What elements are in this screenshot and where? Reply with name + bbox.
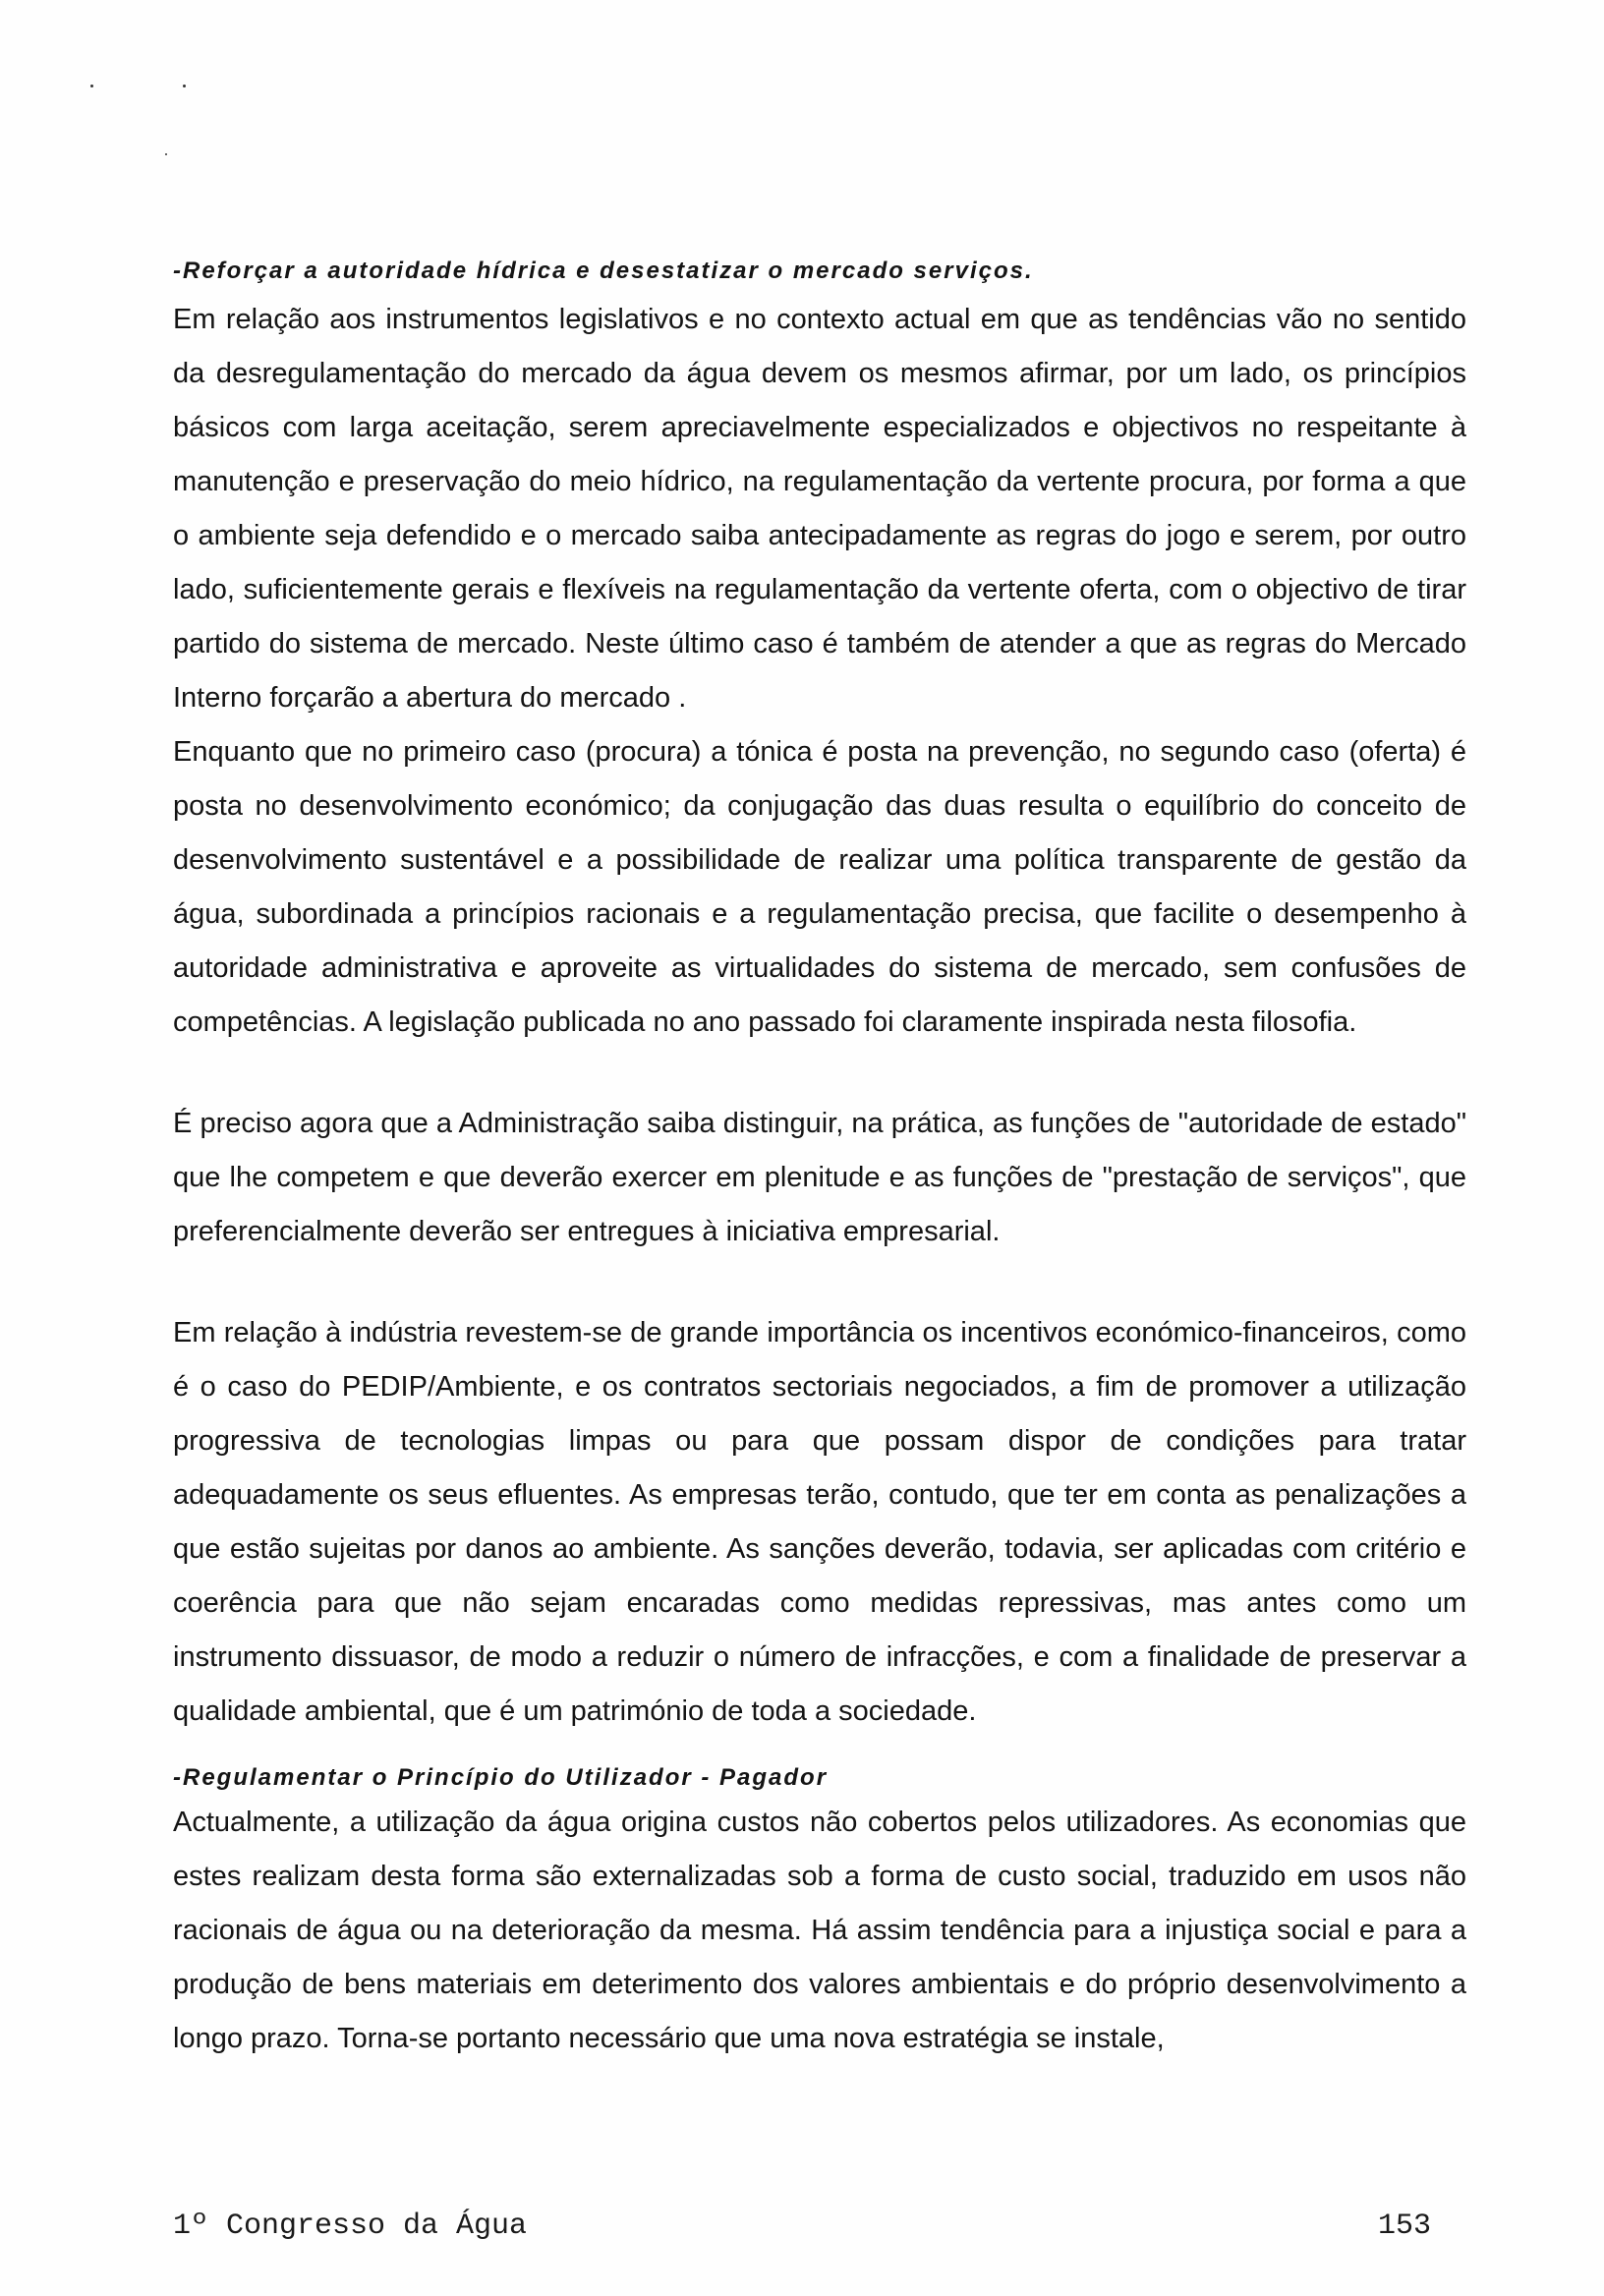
footer-conference-title: 1º Congresso da Água bbox=[173, 2210, 528, 2243]
paragraph-gap bbox=[173, 1050, 1466, 1097]
section-reforcar-body bbox=[173, 293, 1466, 1050]
scan-speck bbox=[183, 85, 186, 87]
document-body bbox=[173, 254, 1466, 2066]
footer-page-number: 153 bbox=[1377, 2210, 1431, 2243]
paragraph-utilizador-pagador: Actualmente, a utilização da água origina custos não cobertos pelos utilizadores. As economias que estes realizam desta forma são externalizadas sob a forma de custo social, traduzido em usos não racionais de água ou na deterioração da mesma. Há assim tendência para a injustiça social e para a produção de bens materiais em deterimento dos valores ambientais e do próprio desenvolvimento a longo prazo. Torna-se portanto necessário que uma nova estratégia se instale, bbox=[173, 1807, 1466, 2054]
section-heading-regulamentar: -Regulamentar o Princípio do Utilizador - Pagador bbox=[173, 1764, 829, 1791]
scan-speck bbox=[90, 85, 93, 87]
paragraph-gap bbox=[173, 1259, 1466, 1306]
section-heading-reforcar: -Reforçar a autoridade hídrica e desestatizar o mercado serviços. bbox=[173, 258, 1034, 284]
paragraph-procura-oferta: Enquanto que no primeiro caso (procura) a tónica é posta na prevenção, no segundo caso (oferta) é posta no desenvolvimento económico; da conjugação das duas resulta o equilíbrio do conceito de desenvolvimento sustentável e a possibilidade de realizar uma política transparente de gestão da água, subordinada a princípios racionais e a regulamentação precisa, que facilite o desempenho à autoridade administrativa e aproveite as virtualidades do sistema de mercado, sem confusões de competências. A legislação publicada no ano passado foi claramente inspirada nesta filosofia. bbox=[173, 736, 1466, 1038]
paragraph-gap bbox=[173, 1739, 1466, 1760]
section-regulamentar-body bbox=[173, 1796, 1466, 2066]
paragraph-industria: Em relação à indústria revestem-se de grande importância os incentivos económico-financeiros, como é o caso do PEDIP/Ambiente, e os contratos sectoriais negociados, a fim de promover a utilização progressiva de tecnologias limpas ou para que possam dispor de condições para tratar adequadamente os seus efluentes. As empresas terão, contudo, que ter em conta as penalizações a que estão sujeitas por danos ao ambiente. As sanções deverão, todavia, ser aplicadas com critério e coerência para que não sejam encaradas como medidas repressivas, mas antes como um instrumento dissuasor, de modo a reduzir o número de infracções, e com a finalidade de preservar a qualidade ambiental, que é um património de toda a sociedade. bbox=[173, 1317, 1466, 1727]
paragraph-administracao: É preciso agora que a Administração saiba distinguir, na prática, as funções de "autoridade de estado" que lhe competem e que deverão exercer em plenitude e as funções de "prestação de serviços", que preferencialmente deverão ser entregues à iniciativa empresarial. bbox=[173, 1108, 1466, 1247]
paragraph-instrumentos-legislativos: Em relação aos instrumentos legislativos e no contexto actual em que as tendências vão no sentido da desregulamentação do mercado da água devem os mesmos afirmar, por um lado, os princípios básicos com larga aceitação, serem apreciavelmente especializados e objectivos no respeitante à manutenção e preservação do meio hídrico, na regulamentação da vertente procura, por forma a que o ambiente seja defendido e o mercado saiba antecipadamente as regras do jogo e serem, por outro lado, suficientemente gerais e flexíveis na regulamentação da vertente oferta, com o objectivo de tirar partido do sistema de mercado. Neste último caso é também de atender a que as regras do Mercado Interno forçarão a abertura do mercado . bbox=[173, 304, 1466, 714]
scan-speck bbox=[165, 153, 167, 155]
